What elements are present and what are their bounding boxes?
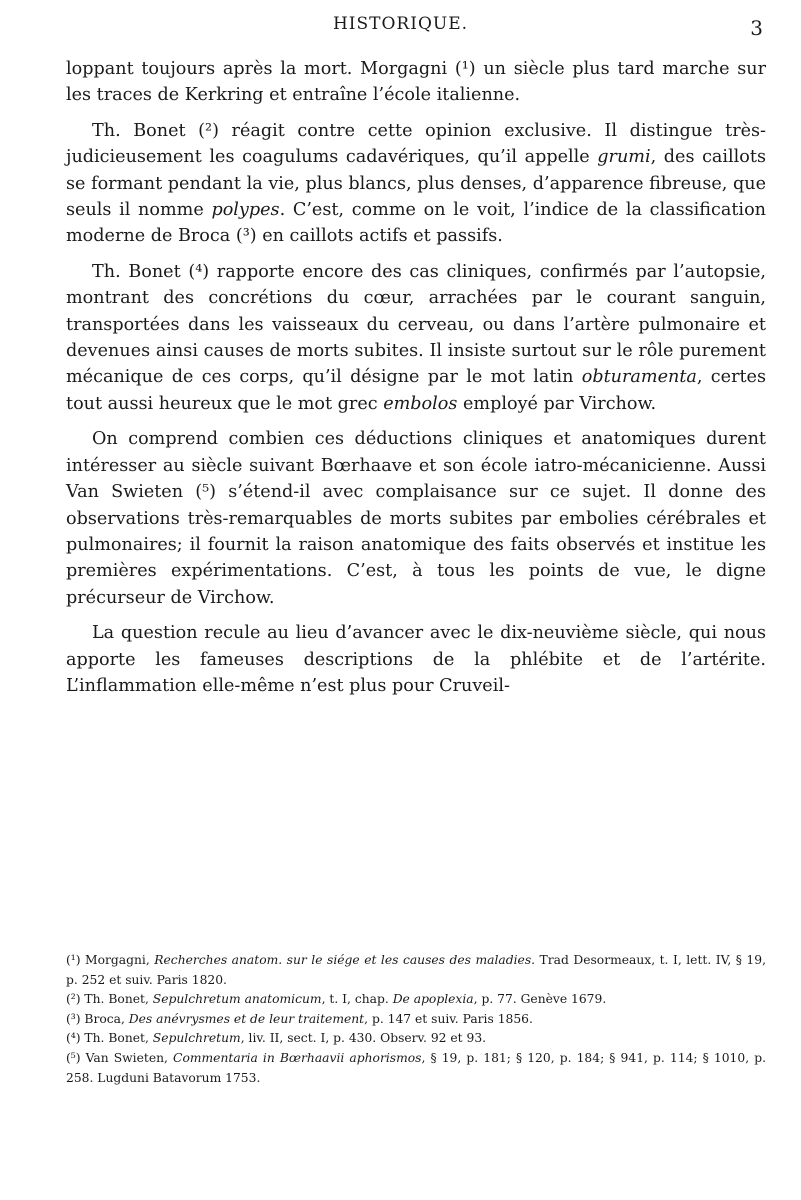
footnote: (¹) Morgagni, Recherches anatom. sur le siége et les causes des maladies. Trad Desormeaux, t. I, lett. IV, § 19, p. 252 et suiv. Paris 1820. (66, 953, 766, 987)
footnotes (66, 951, 766, 1088)
page-header (0, 12, 801, 52)
running-head: HISTORIQUE. (332, 14, 469, 34)
footnote: (⁵) Van Swieten, Commentaria in Bœrhaavii aphorismos, § 19, p. 181; § 120, p. 184; § 941, p. 114; § 1010, p. 258. Lugduni Batavorum 1753. (66, 1050, 766, 1085)
paragraph: loppant toujours après la mort. Morgagni (¹) un siècle plus tard marche sur les traces de Kerkring et entraîne l’école italienne. (66, 59, 766, 106)
page-number: 3 (750, 16, 763, 40)
footnote: (²) Th. Bonet, Sepulchretum anatomicum, t. I, chap. De apoplexia, p. 77. Genève 1679. (66, 992, 607, 1007)
paragraph: La question recule au lieu d’avancer avec le dix-neuvième siècle, qui nous apporte les fameuses descriptions de la phlébite et de l’artérite. L’inflammation elle-même n’est plus pour Cruveil- (66, 623, 766, 696)
body-text (66, 56, 766, 708)
footnote: (⁴) Th. Bonet, Sepulchretum, liv. II, sect. I, p. 430. Observ. 92 et 93. (66, 1031, 487, 1046)
paragraph: On comprend combien ces déductions cliniques et anatomiques durent intéresser au siècle suivant Bœrhaave et son école iatro-mécanicienne. Aussi Van Swieten (⁵) s’étend-il avec complaisance sur ce sujet. Il donne des observations très-remarquables de morts subites par embolies cérébrales et pulmonaires; il fournit la raison anatomique des faits observés et institue les premières expérimentations. C’est, à tous les points de vue, le digne précurseur de Virchow. (66, 429, 766, 608)
paragraph: Th. Bonet (⁴) rapporte encore des cas cliniques, confirmés par l’autopsie, montrant des concrétions du cœur, arrachées par le courant sanguin, transportées dans les vaisseaux du cerveau, ou dans l’artère pulmonaire et devenues ainsi causes de morts subites. Il insiste surtout sur le rôle purement mécanique de ces corps, qu’il désigne par le mot latin obturamenta, certes tout aussi heureux que le mot grec embolos employé par Virchow. (66, 261, 766, 414)
footnote: (³) Broca, Des anévrysmes et de leur traitement, p. 147 et suiv. Paris 1856. (66, 1011, 533, 1026)
paragraph: Th. Bonet (²) réagit contre cette opinion exclusive. Il distingue très-judicieusement les coagulums cadavériques, qu’il appelle grumi, des caillots se formant pendant la vie, plus blancs, plus denses, d’apparence fibreuse, que seuls il nomme polypes. C’est, comme on le voit, l’indice de la classification moderne de Broca (³) en caillots actifs et passifs. (66, 120, 766, 247)
